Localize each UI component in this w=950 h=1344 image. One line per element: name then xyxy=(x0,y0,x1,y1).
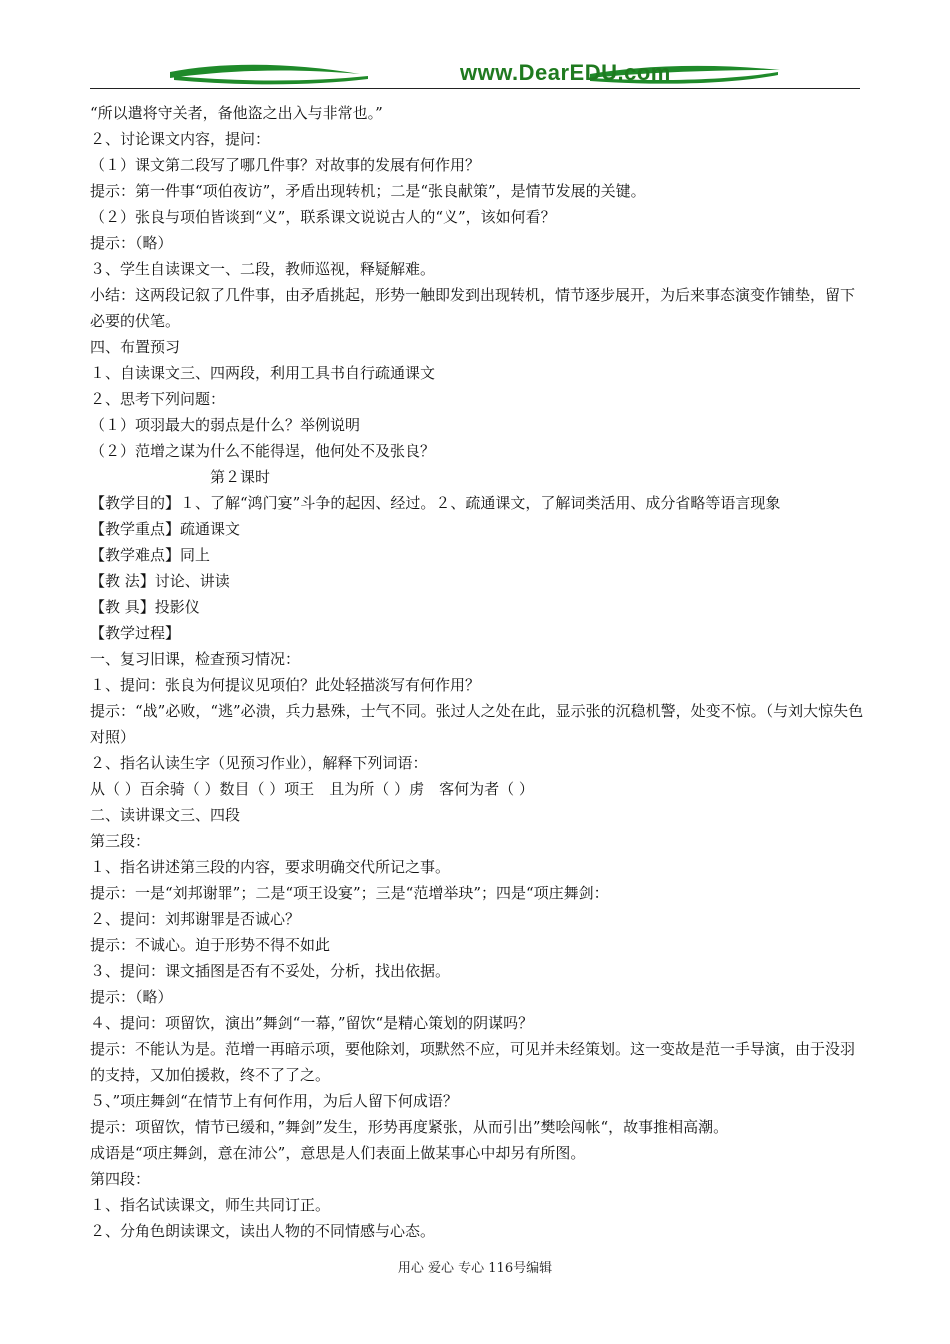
text-line: １、自读课文三、四两段，利用工具书自行疏通课文 xyxy=(90,364,436,382)
lesson-title: 第２课时 xyxy=(210,468,271,486)
text-line: 提示：第一件事“项伯夜访”，矛盾出现转机；二是“张良献策”，是情节发展的关键。 xyxy=(90,182,646,200)
text-line: 【教学目的】１、了解“鸿门宴”斗争的起因、经过。２、疏通课文，了解词类活用、成分省略等语言现象 xyxy=(90,494,781,512)
text-line: 第三段： xyxy=(90,832,151,850)
document-body xyxy=(90,100,865,1244)
header-divider xyxy=(90,88,860,89)
text-line: 提示：不诚心。迫于形势不得不如此 xyxy=(90,936,331,954)
text-line: 【教学难点】同上 xyxy=(90,546,211,564)
text-line: 提示：“战”必败，“逃”必溃，兵力悬殊，士气不同。张过人之处在此，显示张的沉稳机警，处变不惊。（与刘大惊失色对照） xyxy=(90,702,864,746)
text-line: ２、思考下列问题： xyxy=(90,390,226,408)
text-line: （２）范增之谋为什么不能得逞，他何处不及张良？ xyxy=(90,442,436,460)
text-line: 【教 法】讨论、讲读 xyxy=(90,572,230,590)
text-line: ４、提问：项留饮，演出”舞剑“一幕，”留饮“是精心策划的阴谋吗？ xyxy=(90,1014,534,1032)
section-heading: 四、布置预习 xyxy=(90,338,181,356)
text-line: ２、分角色朗读课文，读出人物的不同情感与心态。 xyxy=(90,1222,436,1240)
text-line: 提示：项留饮，情节已缓和，”舞剑”发生，形势再度紧张，从而引出”樊哙闯帐“，故事推相高潮。 xyxy=(90,1118,729,1136)
text-line: ５、”项庄舞剑“在情节上有何作用，为后人留下何成语？ xyxy=(90,1092,458,1110)
text-line: 从（ ）百余骑（ ）数目（ ）项王 且为所（ ）虏 客何为者（ ） xyxy=(90,780,534,798)
text-line: 【教学重点】疏通课文 xyxy=(90,520,241,538)
text-line: 提示：不能认为是。范增一再暗示项，要他除刘，项默然不应，可见并未经策划。这一变故是范一手导演，由于没羽的支持，又加伯援救，终不了了之。 xyxy=(90,1040,856,1084)
site-logo[interactable]: www.DearEDU.com xyxy=(460,60,671,85)
text-line: １、指名讲述第三段的内容，要求明确交代所记之事。 xyxy=(90,858,451,876)
text-line: 第四段： xyxy=(90,1170,151,1188)
section-heading: 二、读讲课文三、四段 xyxy=(90,806,241,824)
text-line: １、提问：张良为何提议见项伯？此处轻描淡写有何作用？ xyxy=(90,676,481,694)
section-heading: 一、复习旧课，检查预习情况： xyxy=(90,650,301,668)
page-footer: 用心 爱心 专心 116号编辑 xyxy=(397,1261,553,1276)
text-line: 提示：一是“刘邦谢罪”；二是“项王设宴”；三是“范增举玦”；四是“项庄舞剑： xyxy=(90,884,609,902)
text-line: ２、讨论课文内容，提问： xyxy=(90,130,271,148)
text-line: 【教学过程】 xyxy=(90,624,181,642)
text-line: 提示：（略） xyxy=(90,988,173,1006)
text-line: （２）张良与项伯皆谈到“义”，联系课文说说古人的“义”，该如何看？ xyxy=(90,208,556,226)
text-line: 提示：（略） xyxy=(90,234,173,252)
text-line: １、指名试读课文，师生共同订正。 xyxy=(90,1196,331,1214)
text-line: （１）项羽最大的弱点是什么？举例说明 xyxy=(90,416,361,434)
text-line: ３、学生自读课文一、二段，教师巡视，释疑解难。 xyxy=(90,260,436,278)
text-line: 成语是“项庄舞剑，意在沛公”，意思是人们表面上做某事心中却另有所图。 xyxy=(90,1144,586,1162)
text-line: 【教 具】投影仪 xyxy=(90,598,200,616)
text-line: （１）课文第二段写了哪几件事？对故事的发展有何作用？ xyxy=(90,156,481,174)
text-line: ２、指名认读生字（见预习作业），解释下列词语： xyxy=(90,754,428,772)
text-line: “所以遣将守关者，备他盗之出入与非常也。” xyxy=(90,104,383,122)
text-line: ３、提问：课文插图是否有不妥处，分析，找出依据。 xyxy=(90,962,451,980)
site-header xyxy=(90,58,860,90)
text-line: 小结：这两段记叙了几件事，由矛盾挑起，形势一触即发到出现转机，情节逐步展开，为后来事态演变作铺垫，留下必要的伏笔。 xyxy=(90,286,856,330)
text-line: ２、提问：刘邦谢罪是否诚心？ xyxy=(90,910,301,928)
